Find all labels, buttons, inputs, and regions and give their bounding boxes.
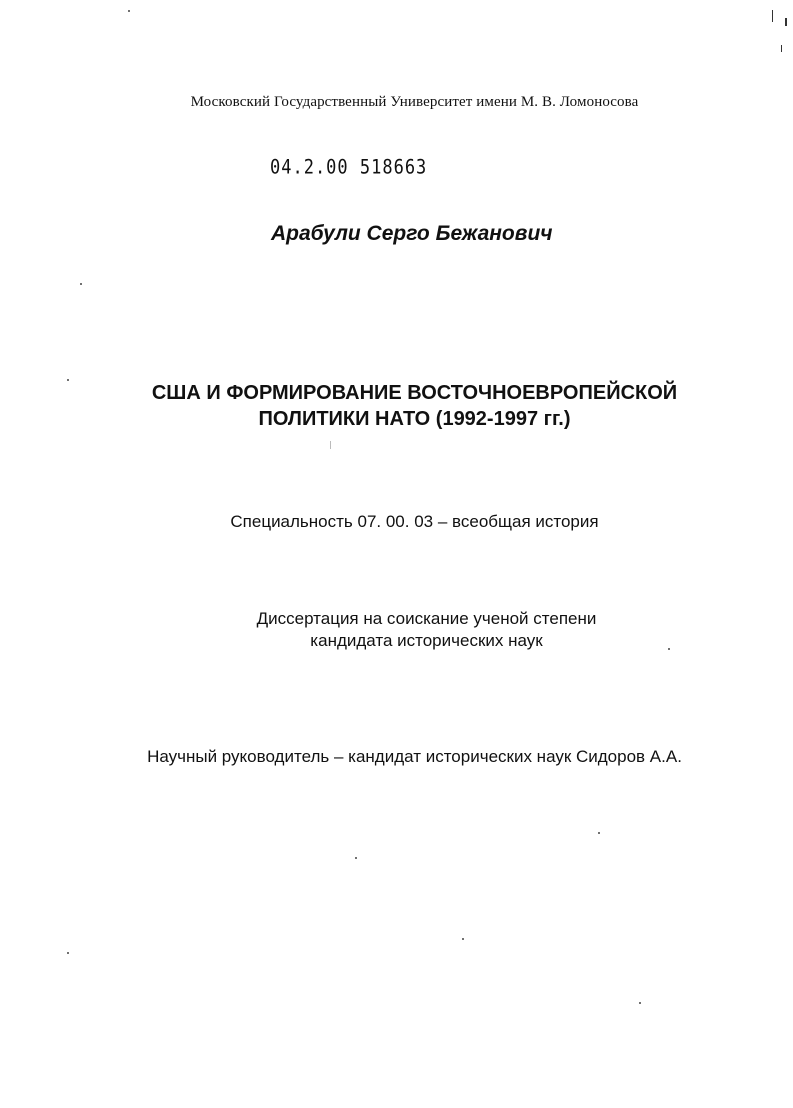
- degree-line-2: кандидата исторических наук: [310, 631, 543, 650]
- university-name: Московский Государственный Университет имени М. В. Ломоносова: [190, 94, 639, 110]
- dissertation-title: [18, 380, 793, 432]
- scan-speck: [128, 10, 130, 12]
- scan-speck: [355, 857, 357, 859]
- title-line-2: ПОЛИТИКИ НАТО (1992-1997 гг.): [258, 408, 571, 430]
- scan-speck: [639, 1002, 641, 1004]
- scan-speck: [67, 952, 69, 954]
- scan-speck: [668, 648, 670, 650]
- supervisor-line: Научный руководитель – кандидат исторических наук Сидоров А.А.: [147, 747, 682, 766]
- specialty-line: Специальность 07. 00. 03 – всеобщая история: [230, 512, 599, 531]
- scan-mark: [785, 18, 787, 26]
- scan-speck: [80, 283, 82, 285]
- scan-speck: [462, 938, 464, 940]
- scan-mark: [330, 441, 331, 449]
- scan-speck: [598, 832, 600, 834]
- scan-mark: [772, 10, 773, 22]
- author-name: Арабули Серго Бежанович: [271, 222, 553, 245]
- stamp-number: 04.2.00 518663: [270, 156, 428, 179]
- degree-statement: [30, 608, 793, 652]
- title-line-1: США И ФОРМИРОВАНИЕ ВОСТОЧНОЕВРОПЕЙСКОЙ: [151, 382, 678, 404]
- scan-mark: [781, 45, 782, 52]
- degree-line-1: Диссертация на соискание ученой степени: [256, 609, 597, 628]
- scan-speck: [67, 379, 69, 381]
